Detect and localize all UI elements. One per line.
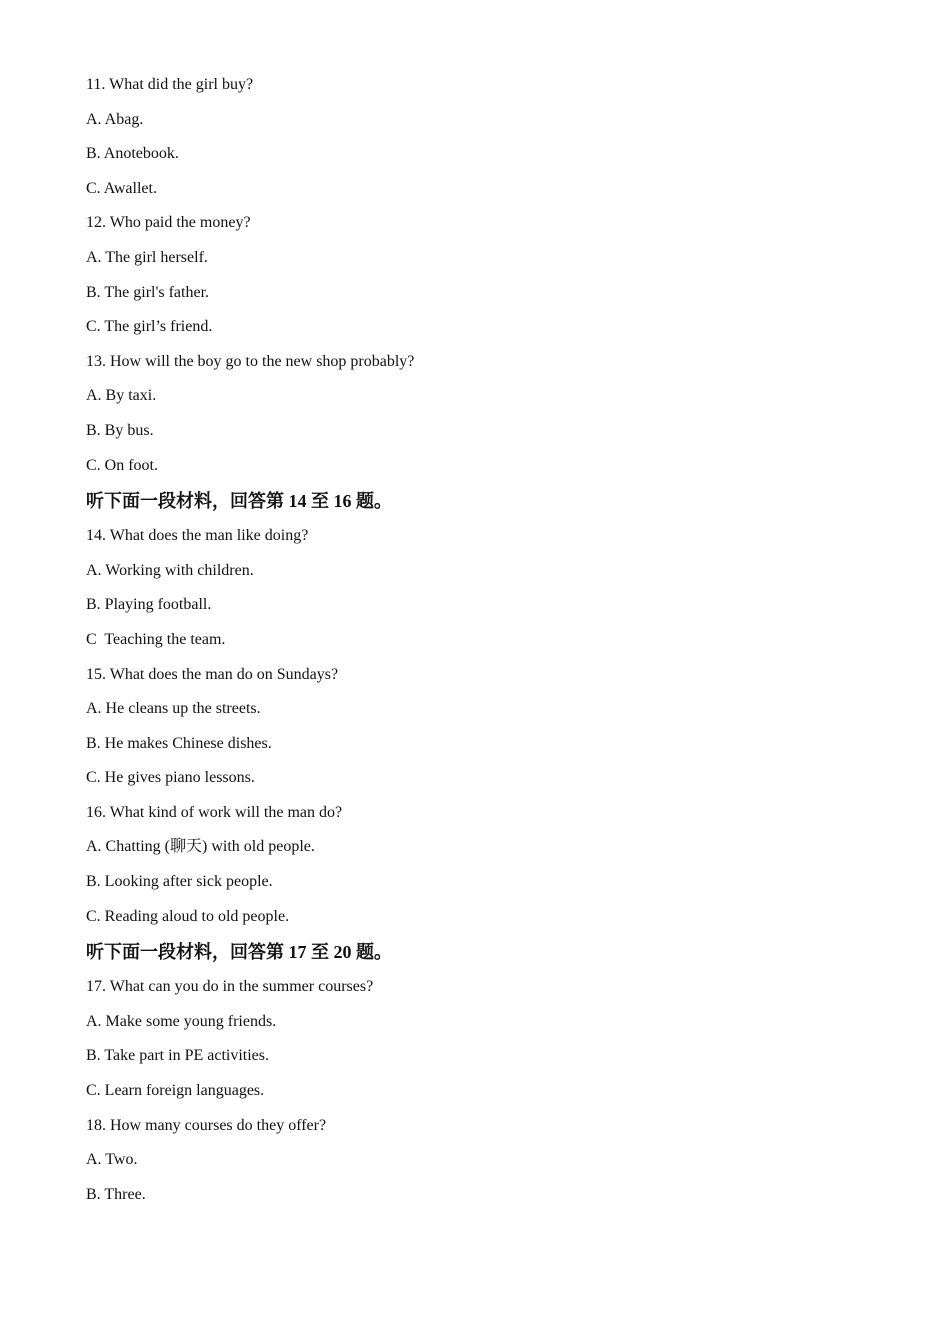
section-heading-14-16: 听下面一段材料，回答第 14 至 16 题。: [86, 491, 392, 512]
option-11c: C. Awallet.: [86, 179, 157, 197]
option-16b: B. Looking after sick people.: [86, 873, 273, 891]
question-11: 11. What did the girl buy?: [86, 76, 254, 93]
question-13: 13. How will the boy go to the new shop probably?: [86, 352, 415, 370]
option-15c: C. He gives piano lessons.: [86, 769, 255, 787]
question-17: 17. What can you do in the summer courses?: [86, 978, 374, 996]
exam-page: [86, 68, 866, 1212]
option-17b: B. Take part in PE activities.: [86, 1047, 269, 1065]
option-14a: A. Working with children.: [86, 561, 254, 579]
section-heading-17-20: 听下面一段材料，回答第 17 至 20 题。: [86, 942, 392, 963]
option-16c: C. Reading aloud to old people.: [86, 907, 290, 925]
question-12: 12. Who paid the money?: [86, 214, 251, 232]
option-14b: B. Playing football.: [86, 596, 212, 614]
option-12a: A. The girl herself.: [86, 248, 208, 266]
option-14c: C Teaching the team.: [86, 630, 226, 648]
option-12b: B. The girl's father.: [86, 283, 210, 301]
option-12c: C. The girl’s friend.: [86, 318, 213, 336]
option-15b: B. He makes Chinese dishes.: [86, 734, 272, 752]
option-13a: A. By taxi.: [86, 387, 157, 405]
question-14: 14. What does the man like doing?: [86, 527, 309, 545]
option-11a: A. Abag.: [86, 110, 144, 128]
option-17a: A. Make some young friends.: [86, 1012, 277, 1030]
option-16a: A. Chatting (聊天) with old people.: [86, 838, 315, 856]
option-13b: B. By bus.: [86, 421, 154, 439]
option-13c: C. On foot.: [86, 456, 158, 474]
option-17c: C. Learn foreign languages.: [86, 1082, 265, 1100]
option-18a: A. Two.: [86, 1151, 138, 1169]
question-16: 16. What kind of work will the man do?: [86, 803, 343, 821]
option-11b: B. Anotebook.: [86, 145, 179, 163]
option-15a: A. He cleans up the streets.: [86, 700, 261, 718]
question-18: 18. How many courses do they offer?: [86, 1116, 327, 1134]
question-15: 15. What does the man do on Sundays?: [86, 665, 339, 683]
option-18b: B. Three.: [86, 1185, 146, 1203]
